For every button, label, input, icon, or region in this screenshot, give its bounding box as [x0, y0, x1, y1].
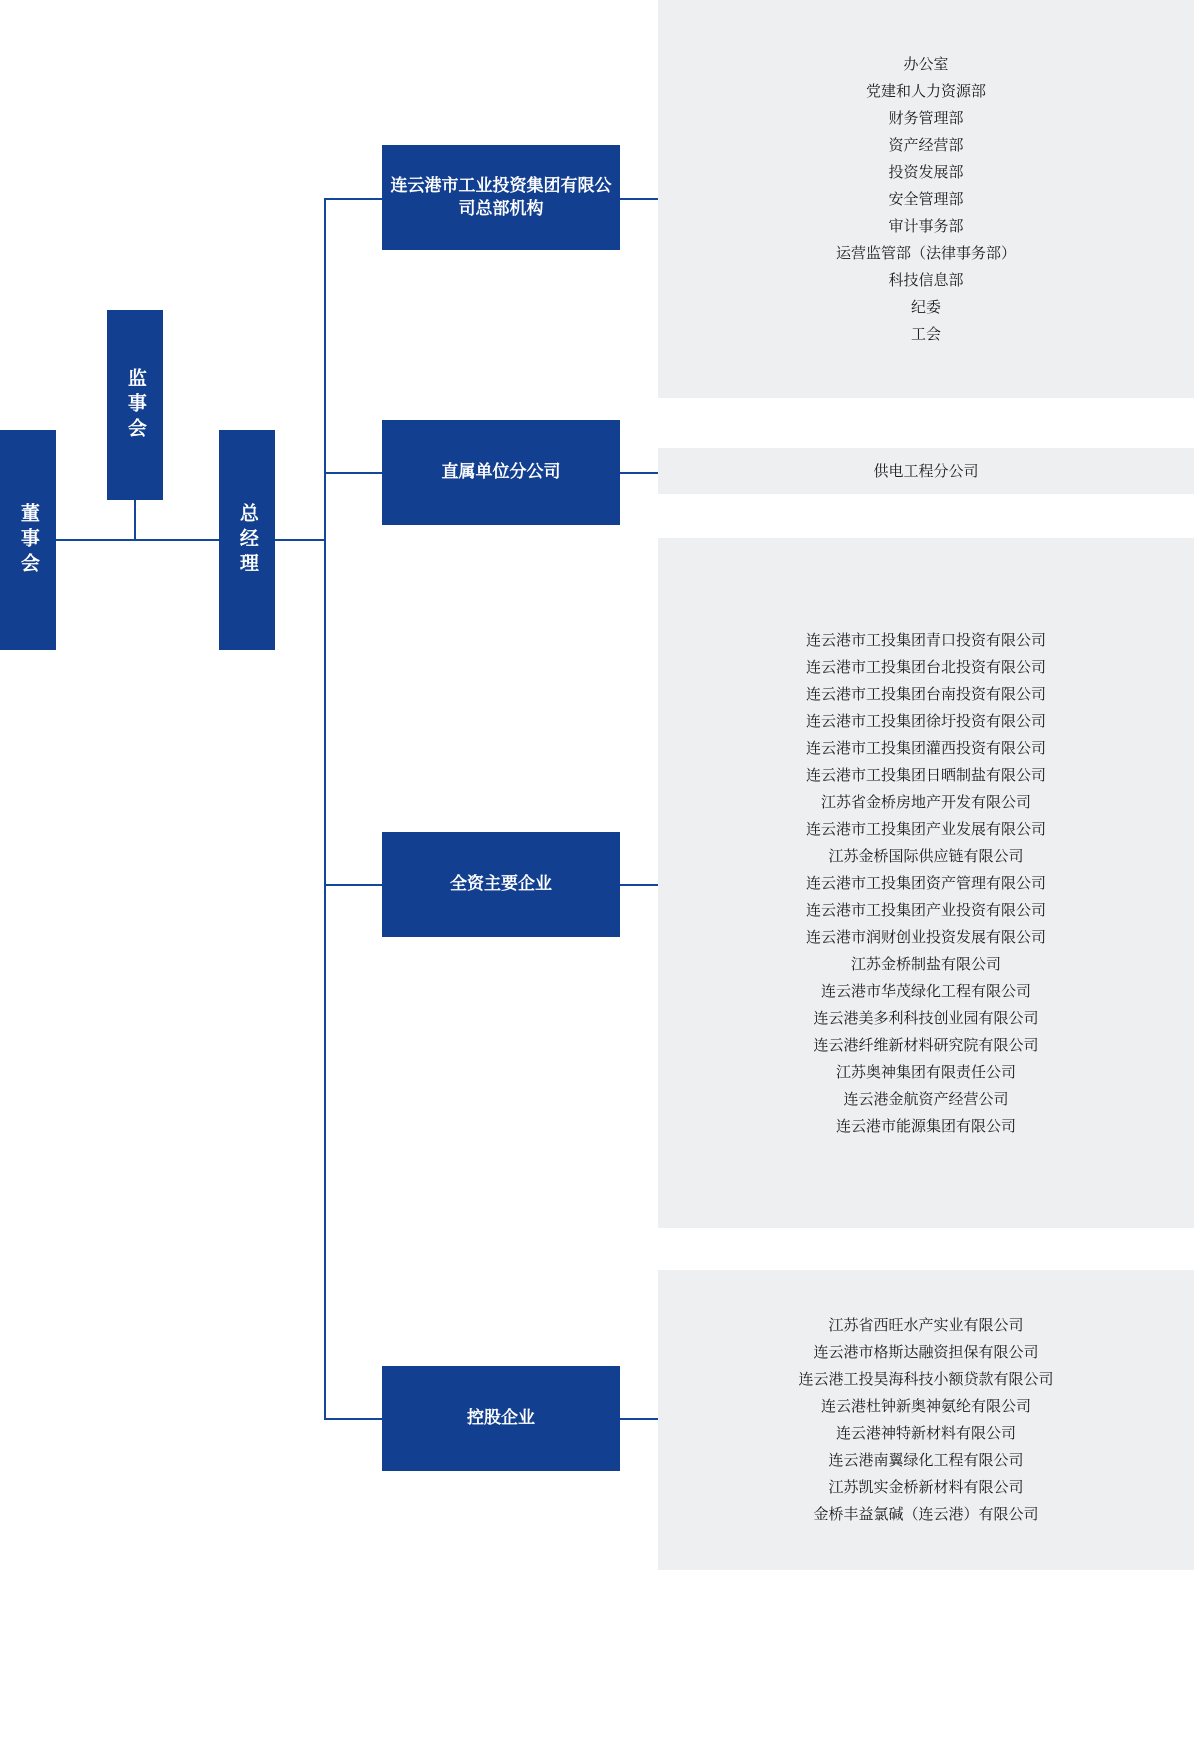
list-item: 财务管理部	[888, 109, 964, 127]
node-hq-departments	[382, 145, 620, 250]
list-item: 连云港市能源集团有限公司	[835, 1117, 1016, 1135]
connector-branch-hq	[324, 198, 382, 200]
connector-holding-to-list	[620, 1418, 658, 1420]
list-item: 连云港市工投集团资产管理有限公司	[805, 874, 1046, 892]
list-item: 运营监管部（法律事务部）	[835, 244, 1016, 262]
list-item: 连云港市华茂绿化工程有限公司	[820, 982, 1031, 1000]
list-item: 江苏金桥制盐有限公司	[850, 955, 1001, 973]
list-item: 连云港美多利科技创业园有限公司	[813, 1009, 1039, 1027]
connector-branch-affiliated	[324, 472, 382, 474]
node-general-manager-label: 总经理	[236, 502, 258, 578]
list-item: 连云港南翼绿化工程有限公司	[828, 1452, 1024, 1469]
list-item: 江苏省西旺水产实业有限公司	[828, 1317, 1024, 1334]
list-item: 资产经营部	[888, 136, 964, 154]
list-item: 科技信息部	[888, 271, 964, 289]
list-item: 连云港市工投集团台北投资有限公司	[805, 658, 1046, 676]
connector-board-trunk	[56, 539, 219, 541]
list-item: 连云港杜钟新奥神氨纶有限公司	[820, 1398, 1031, 1415]
connector-wholly-to-list	[620, 884, 658, 886]
list-item: 连云港市格斯达融资担保有限公司	[813, 1344, 1039, 1361]
node-holding-enterprises	[382, 1366, 620, 1471]
list-item: 纪委	[910, 298, 941, 316]
list-panel-holding-enterprises	[658, 1270, 1194, 1570]
list-item: 连云港市润财创业投资发展有限公司	[805, 928, 1046, 946]
connector-supervisory-drop	[134, 500, 136, 540]
list-panel-hq-departments	[658, 0, 1194, 398]
connector-hq-to-list	[620, 198, 658, 200]
connector-branch-wholly	[324, 884, 382, 886]
list-item: 金桥丰益氯碱（连云港）有限公司	[813, 1506, 1039, 1523]
list-item: 连云港市工投集团台南投资有限公司	[805, 685, 1046, 703]
connector-affiliated-to-list	[620, 472, 658, 474]
list-item: 江苏金桥国际供应链有限公司	[828, 847, 1024, 865]
list-item: 连云港工投昊海科技小额贷款有限公司	[798, 1371, 1054, 1388]
list-item: 连云港市工投集团灌西投资有限公司	[805, 739, 1046, 757]
list-item: 连云港市工投集团产业发展有限公司	[805, 820, 1046, 838]
node-supervisory-board	[107, 310, 163, 500]
list-panel-affiliated-branch	[658, 448, 1194, 494]
node-wholly-owned-label: 全资主要企业	[450, 874, 552, 894]
node-affiliated-branch-label: 直属单位分公司	[441, 462, 561, 482]
node-hq-departments-label: 连云港市工业投资集团有限公司总部机构	[390, 175, 612, 218]
list-item: 审计事务部	[888, 217, 964, 235]
node-supervisory-label: 监事会	[124, 367, 146, 443]
list-item: 连云港市工投集团产业投资有限公司	[805, 901, 1046, 919]
list-item: 工会	[910, 325, 941, 343]
node-general-manager	[219, 430, 275, 650]
list-item: 党建和人力资源部	[865, 82, 986, 100]
list-item: 连云港神特新材料有限公司	[835, 1425, 1016, 1442]
connector-main-spine	[324, 198, 326, 1420]
list-item: 办公室	[903, 55, 949, 73]
list-item: 江苏凯实金桥新材料有限公司	[828, 1479, 1024, 1496]
list-item: 连云港市工投集团日晒制盐有限公司	[805, 766, 1046, 784]
list-item: 投资发展部	[888, 163, 964, 181]
list-panel-wholly-owned	[658, 538, 1194, 1228]
list-item: 江苏奥神集团有限责任公司	[835, 1063, 1016, 1081]
list-item: 江苏省金桥房地产开发有限公司	[820, 793, 1031, 811]
list-item: 连云港市工投集团青口投资有限公司	[805, 631, 1046, 649]
list-item: 连云港纤维新材料研究院有限公司	[813, 1036, 1039, 1054]
connector-branch-holding	[324, 1418, 382, 1420]
list-item: 供电工程分公司	[873, 462, 979, 480]
node-affiliated-branch	[382, 420, 620, 525]
list-item: 连云港市工投集团徐圩投资有限公司	[805, 712, 1046, 730]
node-holding-enterprises-label: 控股企业	[467, 1408, 535, 1428]
connector-gm-out	[275, 539, 325, 541]
node-board-of-directors	[0, 430, 56, 650]
node-board-label: 董事会	[17, 502, 39, 578]
list-item: 安全管理部	[888, 190, 964, 208]
list-item: 连云港金航资产经营公司	[843, 1090, 1009, 1108]
node-wholly-owned	[382, 832, 620, 937]
